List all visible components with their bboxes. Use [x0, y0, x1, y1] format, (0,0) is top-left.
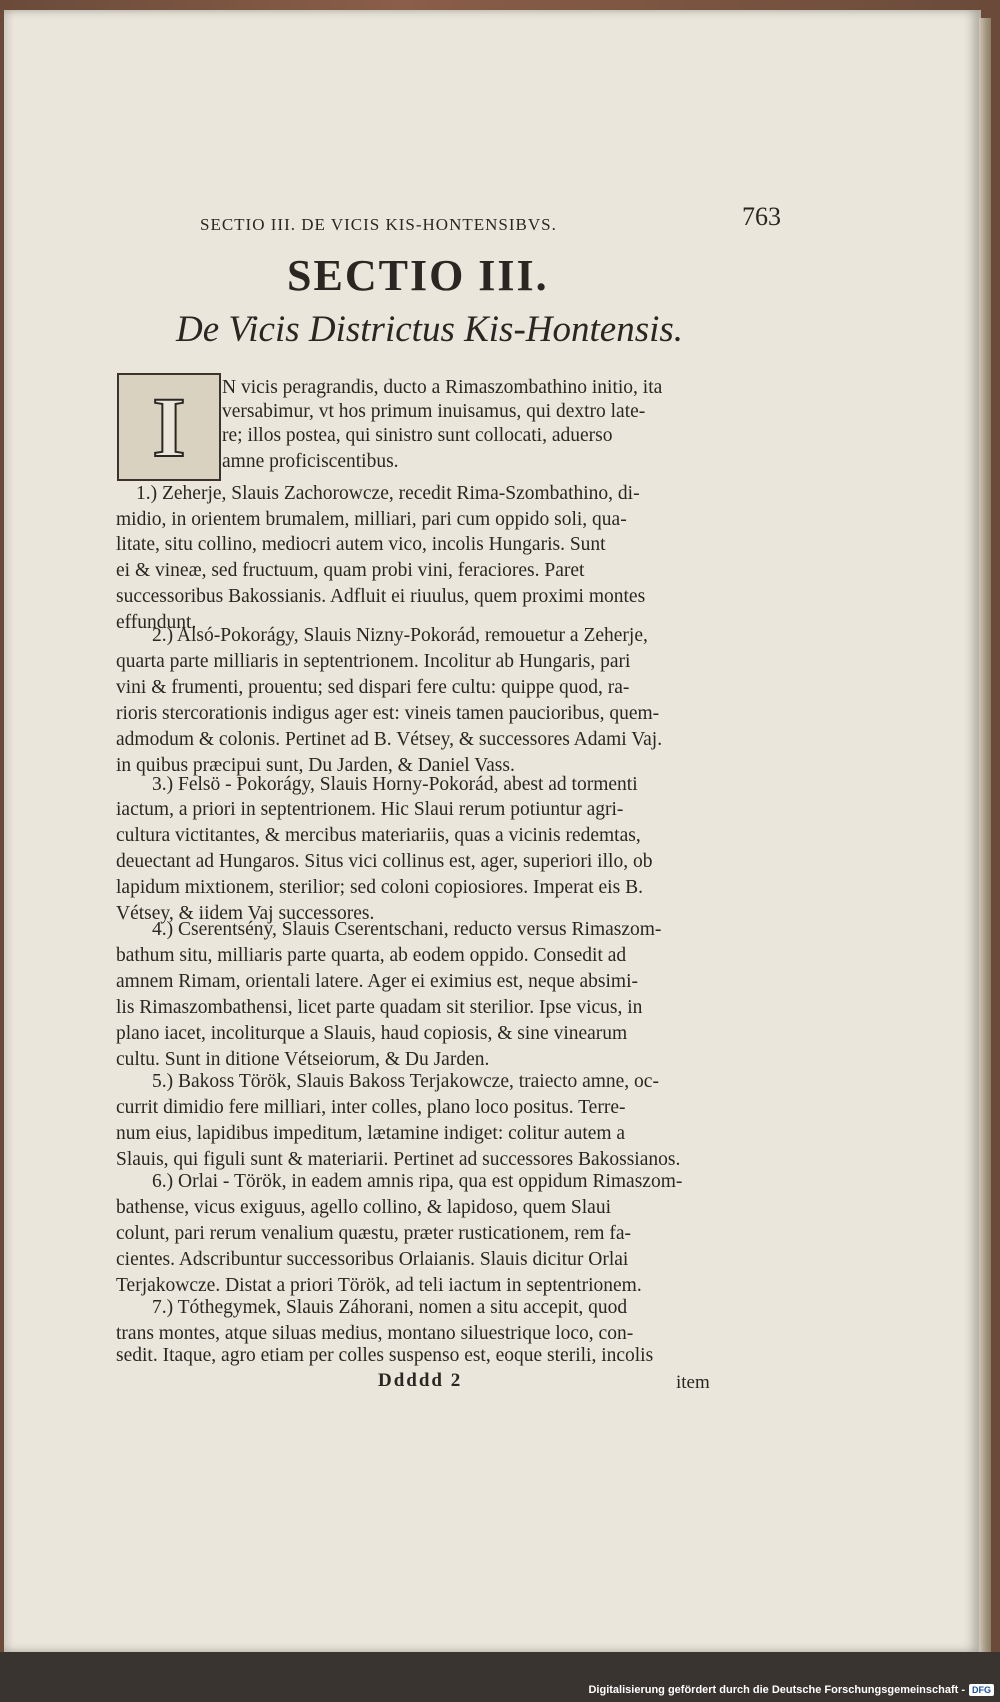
body-line: litate, situ collino, mediocri autem vico, incolis Hungaris. Sunt [116, 534, 606, 555]
body-line: sedit. Itaque, agro etiam per colles suspenso est, eoque sterili, incolis [116, 1345, 654, 1366]
drop-cap-letter: I [152, 379, 186, 475]
body-line: cultu. Sunt in ditione Vétseiorum, & Du Jarden. [116, 1049, 490, 1070]
body-line: versabimur, vt hos primum inuisamus, qui dextro late- [222, 401, 646, 422]
body-line: 2.) Alsó-Pokorágy, Slauis Nizny-Pokorád, remouetur a Zeherje, [152, 625, 648, 646]
body-line: quarta parte milliaris in septentrionem. Incolitur ab Hungaris, pari [116, 651, 631, 672]
body-line: bathum situ, milliaris parte quarta, ab eodem oppido. Consedit ad [116, 945, 627, 966]
page-stack-edge [979, 18, 991, 1652]
body-line: trans montes, atque siluas medius, montano siluestrique loco, con- [116, 1323, 634, 1344]
body-line: vini & frumenti, prouentu; sed dispari fere cultu: quippe quod, ra- [116, 677, 630, 698]
ornamental-drop-cap [117, 373, 221, 481]
body-line: midio, in orientem brumalem, milliari, pari cum oppido soli, qua- [116, 509, 627, 530]
body-line: Slauis, qui figuli sunt & materiarii. Pertinet ad successores Bakossianos. [116, 1149, 681, 1170]
body-line: 5.) Bakoss Török, Slauis Bakoss Terjakowcze, traiecto amne, oc- [152, 1071, 659, 1092]
section-subtitle: De Vicis Districtus Kis-Hontensis. [176, 309, 684, 350]
body-line: deuectant ad Hungaros. Situs vici collinus est, ager, superiori illo, ob [116, 851, 653, 872]
signature-mark: Ddddd 2 [378, 1370, 463, 1391]
body-line: rioris stercorationis indigus ager est: vineis tamen paucioribus, quem- [116, 703, 660, 724]
body-line: effundunt. [116, 612, 197, 633]
body-line: admodum & colonis. Pertinet ad B. Vétsey, & successores Adami Vaj. [116, 729, 663, 750]
body-line: Terjakowcze. Distat a priori Török, ad teli iactum in septentrionem. [116, 1275, 642, 1296]
body-line: amne proficiscentibus. [222, 451, 399, 472]
body-line: num eius, lapidibus impeditum, lætamine indiget: colitur autem a [116, 1123, 626, 1144]
body-line: cultura victitantes, & mercibus materiariis, quas a vicinis redemtas, [116, 825, 641, 846]
page-number: 763 [742, 202, 781, 231]
body-line: colunt, pari rerum venalium quæstu, præter rusticationem, rem fa- [116, 1223, 631, 1244]
body-line: lis Rimaszombathensi, licet parte quadam sit sterilior. Ipse vicus, in [116, 997, 643, 1018]
body-line: 6.) Orlai - Török, in eadem amnis ripa, qua est oppidum Rimaszom- [152, 1171, 683, 1192]
body-line: cientes. Adscribuntur successoribus Orlaianis. Slauis dicitur Orlai [116, 1249, 629, 1270]
catchword: item [676, 1372, 710, 1393]
body-line: iactum, a priori in septentrionem. Hic Slaui rerum potiuntur agri- [116, 799, 624, 820]
credit-text: Digitalisierung gefördert durch die Deutsche Forschungsgemeinschaft - [588, 1684, 965, 1696]
body-line: currit dimidio fere milliari, inter colles, plano loco positus. Terre- [116, 1097, 626, 1118]
digitization-credit [588, 1684, 994, 1696]
body-line: re; illos postea, qui sinistro sunt collocati, aduerso [222, 425, 613, 446]
body-line: amnem Rimam, orientali latere. Ager ei eximius est, neque absimi- [116, 971, 639, 992]
body-line: successoribus Bakossianis. Adfluit ei riuulus, quem proximi montes [116, 586, 646, 607]
body-line: in quibus præcipui sunt, Du Jarden, & Daniel Vass. [116, 755, 515, 776]
body-line: bathense, vicus exiguus, agello collino, & lapidoso, quem Slaui [116, 1197, 612, 1218]
body-line: Vétsey, & iidem Vaj successores. [116, 903, 375, 924]
body-line: plano iacet, incoliturque a Slauis, haud copiosis, & sine vinearum [116, 1023, 628, 1044]
dfg-logo-icon: DFG [969, 1684, 994, 1696]
body-line: 4.) Cserentsény, Slauis Cserentschani, reducto versus Rimaszom- [152, 919, 662, 940]
body-line: 7.) Tóthegymek, Slauis Záhorani, nomen a situ accepit, quod [152, 1297, 628, 1318]
body-line: 1.) Zeherje, Slauis Zachorowcze, recedit Rima-Szombathino, di- [136, 483, 640, 504]
running-head: SECTIO III. DE VICIS KIS-HONTENSIBVS. [200, 215, 557, 234]
body-line: lapidum mixtionem, sterilior; sed coloni copiosiores. Imperat eis B. [116, 877, 643, 898]
body-line: N vicis peragrandis, ducto a Rimaszombathino initio, ita [222, 377, 663, 398]
section-title: SECTIO III. [287, 251, 549, 300]
body-line: 3.) Felsö - Pokorágy, Slauis Horny-Pokorád, abest ad tormenti [152, 774, 638, 795]
body-line: ei & vineæ, sed fructuum, quam probi vini, feraciores. Paret [116, 560, 585, 581]
